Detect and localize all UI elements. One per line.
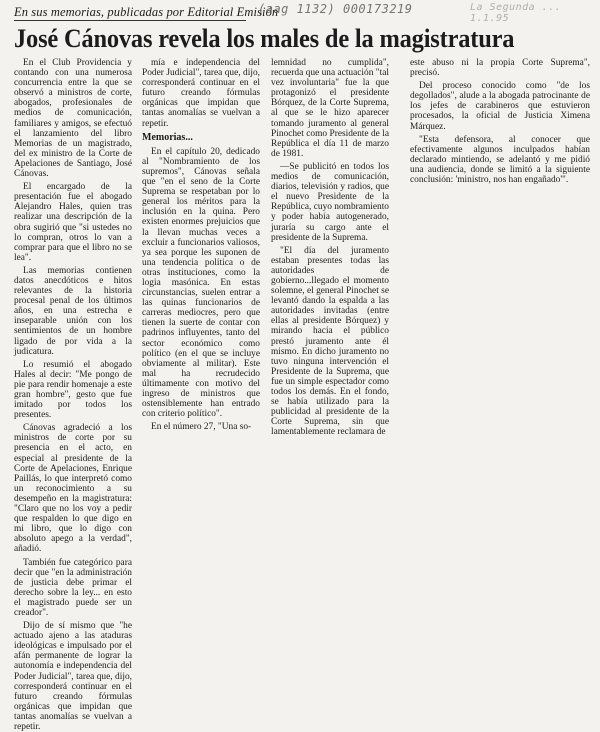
article-paragraph: mía e independencia del Poder Judicial", tarea que, dijo, corresponderá continuar en el futuro creando fórmulas orgánicas que impidan que tantas anomalías se vuelvan a repetir. bbox=[142, 58, 260, 129]
article-paragraph: Cánovas agradeció a los ministros de corte por su presencia en el acto, en especial al presidente de la Corte de Apelaciones, Enrique Paillás, lo que interpretó como un reconocimiento a su desempeño en la magistratura: "Claro que no los voy a pedir que respalden lo que digo en mi libro, que lo digo con absoluto apego a la verdad", añadió. bbox=[14, 423, 132, 555]
article-paragraph: lemnidad no cumplida", recuerda que una actuación "tal vez involuntaria" fue la que protagonizó el presidente Bórquez, de la Corte Suprema, al que se le hizo aparecer tomando juramento al general Pinochet como Presidente de la República el día 11 de marzo de 1981. bbox=[271, 58, 389, 159]
article-paragraph: —Se publicitó en todos los medios de comunicación, diarios, televisión y radios, que el nuevo Presidente de la República, cuyo nombramiento y poder había autogenerado, juraría su cargo ante el presidente de la Suprema. bbox=[271, 161, 389, 243]
article-paragraph: "El día del juramento estaban presentes todas las autoridades de gobierno...llegado el momento solemne, el general Pinochet se levantó dando la espalda a las autoridades invitadas (entre ellas al presidente Bórquez) y mirando hacia el público prestó juramento ante él mismo. En dicho juramento no tuvo ninguna intervención el Presidente de la Suprema, que fue un simple espectador como todos los demás. En el fondo, se había utilizado para la publicidad al presidente de la Corte Suprema, sin que lamentablemente reclamara de bbox=[271, 245, 389, 438]
kicker: En sus memorias, publicadas por Editorial Emisión bbox=[14, 5, 279, 19]
article-paragraph: Las memorias contienen datos anecdóticos e hitos relevantes de la historia procesal penal de los últimos años, en una estrecha e inseparable unión con los sentimientos de un hombre ligado de por vida a la judicatura. bbox=[14, 265, 132, 357]
kicker-rule bbox=[14, 20, 246, 21]
article-column-3 bbox=[271, 58, 389, 532]
article-paragraph: Lo resumió el abogado Hales al decir: "Me pongo de pie para rendir homenaje a este gran hombre", gesto que fue imitado por todos los presentes. bbox=[14, 359, 132, 421]
article-paragraph: "Esta defensora, al conocer que efectivamente algunos inculpados habían declarado mintiendo, se adelantó y me pidió una audiencia, donde se limitó a la siguiente conclusión: 'ministro, nos han engañado'". bbox=[410, 134, 590, 186]
article-paragraph: Del proceso conocido como "de los degollados", alude a la abogada patrocinante de los jefes de carabineros que estuvieron procesados, la oficial de Justicia Ximena Márquez. bbox=[410, 81, 590, 132]
article-paragraph: El encargado de la presentación fue el abogado Alejandro Hales, quien tras realizar una descripción de la obra sugirió que "si ustedes no lo compran, otros lo van a comprar para que el libro no se lea". bbox=[14, 182, 132, 263]
article-paragraph: En el capítulo 20, dedicado al "Nombramiento de los supremos", Cánovas señala que "en el seno de la Corte Suprema se respetaban por lo general los méritos para la inclusión en la quina. Pero existen enormes prejuicios que la llevan muchas veces a excluir a funcionarios valiosos, ya sea porque les suponen de una tendencia política o de otras instituciones, como la logia masónica. En estas circunstancias, suelen entrar a las quinas funcionarios de carreras mediocres, pero que tienen la suerte de contar con padrinos influyentes, tanto del sector económico como político (en el que se incluye obviamente al militar). Este mal ha recrudecido últimamente con motivo del ingreso de ministros que ostensiblemente han entrado con criterio político". bbox=[142, 146, 260, 420]
headline: José Cánovas revela los males de la magistratura bbox=[14, 24, 515, 53]
article-column-1 bbox=[14, 58, 132, 732]
article-paragraph: Dijo de sí mismo que "he actuado ajeno a las ataduras ideológicas e impulsado por el afán permanente de lograr la autonomía e independencia del Poder Judicial", tarea que, dijo, corresponderá continuar en el futuro creando fórmulas orgánicas que impidan que tantas anomalías se vuelvan a repetir. bbox=[14, 621, 132, 732]
handwritten-note: (aag 1132) 000173219 bbox=[258, 2, 413, 16]
article-column-2 bbox=[142, 58, 260, 532]
handwritten-side-note: La Segunda ... 1.1.95 bbox=[470, 2, 562, 24]
section-heading: Memorias... bbox=[142, 131, 193, 143]
article-column-5 bbox=[410, 58, 590, 532]
article-paragraph: En el número 27, "Una so- bbox=[151, 422, 252, 433]
article-paragraph: También fue categórico para decir que "en la administración de justicia debe primar el derecho sobre la ley... en esto el magistrado puede ser un creador". bbox=[14, 557, 132, 618]
article-paragraph: este abuso ni la propia Corte Suprema", precisó. bbox=[410, 58, 590, 79]
article-paragraph: En el Club Providencia y contando con una numerosa concurrencia entre la que se observó a ministros de corte, abogados, profesionales de medios de comunicación, familiares y amigos, se efectuó el lanzamiento del libro Memorias de un magistrado, del ex ministro de la Corte de Apelaciones de Santiago, José Cánovas. bbox=[14, 58, 132, 180]
